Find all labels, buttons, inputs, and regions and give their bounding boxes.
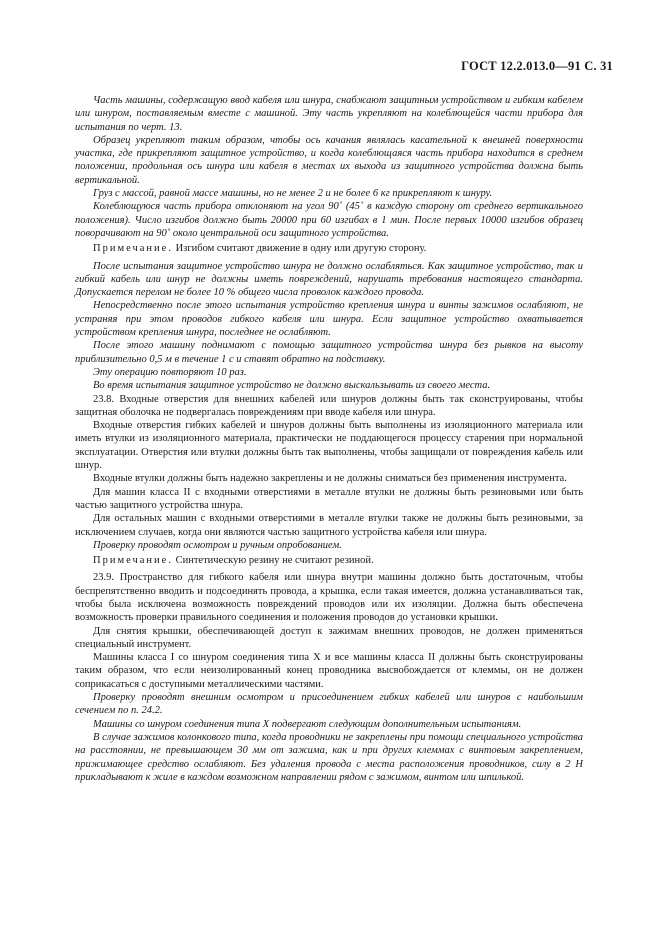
paragraph: Во время испытания защитное устройство не должно выскальзывать из своего места. <box>93 380 491 392</box>
note-label: Примечание. <box>93 243 173 255</box>
paragraph: Входные отверстия гибких кабелей и шнуров должны быть выполнены из изоляционного материала или иметь втулки из изоляционного материала, практически не поддающегося процессу старения при нормальной эксплуатации. Отверстия или втулки должны быть так выполнены, чтобы защищали от повреждения кабель или шнур. <box>75 420 583 472</box>
note-text: Синтетическую резину не считают резиной. <box>175 555 374 567</box>
paragraph: Часть машины, содержащую ввод кабеля или шнура, снабжают защитным устройством и гибким кабелем или шнуром, поставляемым вместе с машиной. Эту часть укрепляют на колеблющейся части прибора для испытания по черт. 13. <box>75 95 583 133</box>
paragraph: Эту операцию повторяют 10 раз. <box>93 366 247 378</box>
paragraph: Для снятия крышки, обеспечивающей доступ к зажимам внешних проводов, не должен применяться специальный инструмент. <box>75 625 583 650</box>
paragraph: Груз с массой, равной массе машины, но не менее 2 и не более 6 кг прикрепляют к шнуру. <box>93 188 493 200</box>
paragraph: Машины со шнуром соединения типа X подвергают следующим дополнительным испытаниям. <box>93 718 522 730</box>
paragraph: Колеблющуюся часть прибора отклоняют на угол 90˚ (45˚ в каждую сторону от среднего вертикального положения). Число изгибов должно быть 20000 при 60 изгибах в 1 мин. После первых 10000 изгибов образец поворачивают на 90˚ около центральной оси защитного устройства. <box>75 201 583 239</box>
clause-23-8: 23.8. Входные отверстия для внешних кабелей или шнуров должны быть так сконструированы, чтобы защитная оболочка не подвергалась повреждениям при вводе кабеля или шнура. <box>75 393 583 418</box>
document-body <box>75 94 583 784</box>
paragraph: Непосредственно после этого испытания устройство крепления шнура и винты зажимов ослабляют, не устраняя при этом проводов гибкого кабеля или шнура. Если защитное устройство охватывается устройством крепления шнура, последнее не ослабляют. <box>75 300 583 339</box>
paragraph: Проверку проводят осмотром и ручным опробованием. <box>93 539 342 551</box>
note <box>75 242 583 255</box>
clause-23-9: 23.9. Пространство для гибкого кабеля или шнура внутри машины должно быть достаточным, чтобы беспрепятственно вводить и подсоединять провода, а крышка, если такая имеется, должна устанавливаться так, чтобы была исключена возможность повреждений проводов или их изоляции. Должна быть обеспечена возможность проверки правильного соединения и положения проводов до установки крышки. <box>75 572 583 624</box>
note-text: Изгибом считают движение в одну или другую сторону. <box>175 243 427 255</box>
page-header: ГОСТ 12.2.013.0—91 С. 31 <box>461 59 613 73</box>
paragraph: Проверку проводят внешним осмотром и присоединением гибких кабелей или шнуров с наибольшим сечением по п. 24.2. <box>75 692 583 717</box>
paragraph: Для остальных машин с входными отверстиями в металле втулки также не должны быть резиновыми, за исключением случаев, когда они являются частью защитного устройства кабеля или шнура. <box>75 513 583 538</box>
paragraph: После этого машину поднимают с помощью защитного устройства шнура без рывков на высоту приблизительно 0,5 м в течение 1 с и ставят обратно на подставку. <box>75 340 583 365</box>
note-label: Примечание. <box>93 555 173 567</box>
paragraph: Входные втулки должны быть надежно закреплены и не должны сниматься без применения инструмента. <box>93 473 567 485</box>
paragraph: Для машин класса II с входными отверстиями в металле втулки не должны быть резиновыми или быть частью защитного устройства шнура. <box>75 486 583 511</box>
paragraph: Машины класса I со шнуром соединения типа X и все машины класса II должны быть сконструированы таким образом, что если неизолированный конец проводника высвобождается от клеммы, он не должен соприкасаться с доступными металлическими частями. <box>75 652 583 690</box>
note <box>75 554 583 567</box>
paragraph: После испытания защитное устройство шнура не должно ослабляться. Как защитное устройство, так и гибкий кабель или шнур не должны иметь повреждений, нарушать требования настоящего стандарта. Допускается перелом не более 10 % общего числа проволок каждого провода. <box>75 260 583 299</box>
paragraph: Образец укрепляют таким образом, чтобы ось качания являлась касательной к внешней поверхности участка, где прикрепляют защитное устройство, и когда колеблющаяся часть прибора находится в среднем положении, продольная ось шнура или кабеля в местах их выхода из защитного устройства должна быть вертикальной. <box>75 134 583 186</box>
paragraph: В случае зажимов колонкового типа, когда проводники не закреплены при помощи специального устройства на расстоянии, не превышающем 30 мм от зажима, как и при других клеммах с винтовым закреплением, прижимающее средство ослабляют. Без удаления провода с места расположения проводников, силу в 2 Н прикладывают к жиле в каждом возможном направлении рядом с зажимом, винтом или шпилькой. <box>75 731 583 783</box>
